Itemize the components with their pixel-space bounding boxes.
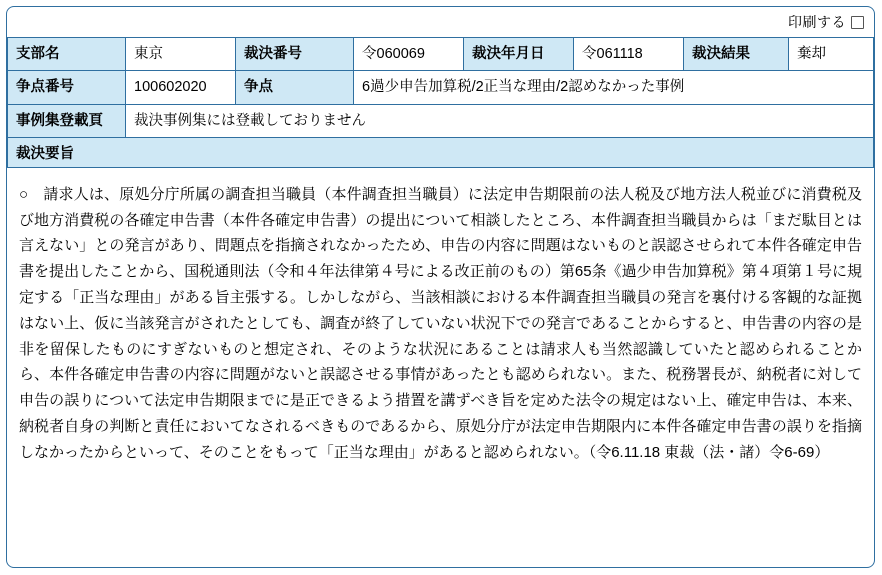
branch-name-value: 東京 (126, 38, 236, 71)
decision-result-header: 裁決結果 (684, 38, 789, 71)
issue-number-header: 争点番号 (8, 71, 126, 104)
issue-number-value: 100602020 (126, 71, 236, 104)
decision-result-value: 棄却 (789, 38, 874, 71)
summary-text: ○ 請求人は、原処分庁所属の調査担当職員（本件調査担当職員）に法定申告期限前の法人税及び地方法人税並びに消費税及び地方消費税の各確定申告書（本件各確定申告書）の提出について相談したところ、本件調査担当職員からは「まだ駄目とは言えない」との発言があり、問題点を指摘されなかったため、申告の内容に問題はないものと誤認させられて本件各確定申告書を提出したことから、国税通則法（令和４年法律第４号による改正前のもの）第65条《過少申告加算税》第４項第１号に規定する「正当な理由」がある旨主張する。しかしながら、当該相談における本件調査担当職員の発言を裏付ける客観的な証拠はない上、仮に当該発言がされたとしても、調査が終了していない状況下での発言であることからすると、申告書の内容の是非を留保したものにすぎないものと想定され、そのような状況にあることは請求人も当然認識していたと認められることから、本件各確定申告書の内容に問題がないと誤認させる事情があったとも認められない。また、税務署長が、納税者に対して申告の誤りについて法定申告期限までに是正できるよう措置を講ずべき旨を定めた法令の規定はない上、確定申告は、本来、納税者自身の判断と責任においてなされるべきものであるから、原処分庁が法定申告期限内に本件各確定申告書の誤りを指摘しなかったからといって、そのことをもって「正当な理由」があると認められない。（令6.11.18 東裁（法・諸）令6-69） (19, 185, 862, 461)
issue-value: 6過少申告加算税/2正当な理由/2認めなかった事例 (354, 71, 874, 104)
branch-name-header: 支部名 (8, 38, 126, 71)
decision-date-value: 令061118 (574, 38, 684, 71)
decision-date-header: 裁決年月日 (464, 38, 574, 71)
print-checkbox[interactable] (851, 16, 864, 29)
record-frame (6, 6, 875, 568)
casebook-page-header: 事例集登載頁 (8, 104, 126, 137)
metadata-table (7, 37, 874, 138)
section-title-summary: 裁決要旨 (7, 138, 874, 168)
print-label: 印刷する (788, 14, 846, 30)
issue-header: 争点 (236, 71, 354, 104)
decision-number-value: 令060069 (354, 38, 464, 71)
summary-body (7, 168, 874, 476)
decision-number-header: 裁決番号 (236, 38, 354, 71)
table-row (8, 104, 874, 137)
casebook-page-value: 裁決事例集には登載しておりません (126, 104, 874, 137)
table-row (8, 71, 874, 104)
table-row (8, 38, 874, 71)
print-row (7, 7, 874, 37)
